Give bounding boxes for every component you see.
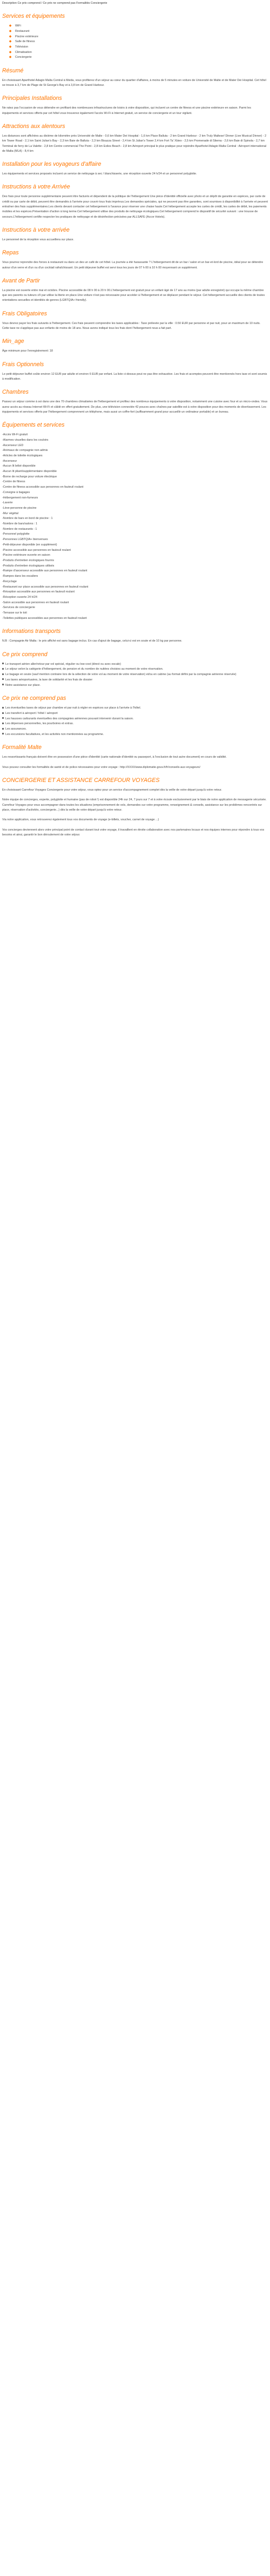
price-excludes-title: Ce prix ne comprend pas <box>2 695 66 702</box>
list-item: -Personnel polyglotte <box>2 532 30 536</box>
list-item: -Terrasse sur le toit <box>2 611 27 615</box>
equipment-title: Équipements et services <box>2 422 65 429</box>
formalities-link-text[interactable]: Vous pouvez consulter les formalités de santé et de police nécessaires pour votre voyage : http://XXXX/www.diplomatie.gouv.fr/fr/conseils-aux-voyageurs/ <box>2 765 200 769</box>
before-leaving-title: Avant de Partir <box>2 277 40 284</box>
resume-title: Résumé <box>2 67 24 74</box>
list-item: -Salon accessible aux personnes en fauteuil roulant <box>2 601 69 604</box>
conciergerie-title: CONCIERGERIE ET ASSISTANCE CARREFOUR VOYAGES <box>2 777 160 784</box>
rooms-text: Passez un séjour comme à soi dans une des 70 chambres climatisées de l'hébergement et profitez des nombreux équipements à votre disposition, notamment une cuisine avec four et un micro-ondes. Vous aurez accès au réseau Internet Wi-Fi et câblé en offert gratuitement. De plus, une télévision connectée 42 pouces avec chaînes par satellite est à votre disposition pour des moments de divertissement. Les équipements et services offerts par l'hébergement comprennent un téléphone, mais aussi un coffre-fort (suffisamment grand pour accueillir un ordinateur portable) et un bureau. <box>2 400 268 414</box>
list-item: -Aucun lit bébé disponible <box>2 464 36 468</box>
before-leaving-text: La piscine est ouverte entre mai et octobre. Piscine accessible de 08 h 00 à 20 h 00.L'hébergement est gratuit pour un enfant âgé de 17 ans au moins (par adulte enregistré) qui occupe la même chambre que ses parents ou tuteurs s'il par utilise la literie en place.Une voiture n'est pas nécessaire pour accéder à l'hébergement et se déplacer pendant le séjour. Cet hébergement accueille des clients de toutes orientations sexuelles et identités de genres (LGBTQIA+ friendly). <box>2 288 265 302</box>
list-item: Notre assistance sur place. <box>2 683 268 689</box>
transport-title: Informations transports <box>2 628 61 635</box>
list-item: -Consigne à bagages <box>2 490 30 494</box>
page <box>0 0 270 838</box>
list-item: -Produits d'entretien écologiques utilisés <box>2 564 55 568</box>
list-item: -Aucun lit pliant/supplémentaire disponible <box>2 470 57 474</box>
list-item: ◆ Salle de fitness <box>9 39 268 45</box>
list-item: -Hébergement non-fumeurs <box>2 496 38 500</box>
arrival-title: Instructions à votre arrivée <box>2 226 70 233</box>
list-item: -Alarmes visuelles dans les couloirs <box>2 438 49 442</box>
price-includes-list <box>2 662 268 689</box>
list-item: Les assurances. <box>2 727 268 732</box>
list-item: -Piscine accessible aux personnes en fauteuil roulant <box>2 548 71 552</box>
list-item: -Restaurant sur place accessible aux personnes en fauteuil roulant <box>2 585 89 589</box>
list-item: ◆ Télévision <box>9 45 268 50</box>
snowflake-icon: ◆ <box>9 50 12 54</box>
list-item: -Articles de toilette écologiques <box>2 454 43 457</box>
installations-title: Principales Installations <box>2 95 62 102</box>
list-item: Les excursions facultatives, et les activités non mentionnées au programme. <box>2 732 268 738</box>
list-item: -Recyclage <box>2 579 17 583</box>
formalities-text: Les ressortissants français doivent être en possession d'une pièce d'identité (carte nationale d'identité ou passeport, à l'exclusion de tout autre document) en cours de validité. <box>2 756 227 759</box>
list-item: -Nombre de bars/salons : 1 <box>2 522 38 526</box>
installations-text: Ne ratez pas l'occasion de vous détendre en profitant des nombreuses infrastructures de loisirs à votre disposition, qui incluent un centre de fitness et une piscine extérieure en saison. Parmi les équipements et services offerts par cet hôtel vous trouverez également l'accès Wi-Fi à Internet gratuit, un service de conciergerie et un tour vigilant. <box>2 106 251 115</box>
price-excludes-list <box>2 706 268 737</box>
list-item: -Rampes dans les escaliers <box>2 575 38 578</box>
list-item: -Lève-personne de piscine <box>2 506 37 510</box>
conciergerie-text-2: Notre équipe de concierges, experte, polyglotte et humaine (pas de robot !) est disponible 24h sur 24, 7 jours sur 7 et à votre écoute exclusivement par le biais de notre application de messagerie sécurisée. Carrefour Voyages pour vous accompagner dans toutes les situations (emprisonnement de vols, demandes sur votre programme, renseignement & conseils, assistance sur les problèmes rencontrés sur place, réservation d'activités, conciergerie...) dès la veille de votre départ jusqu'à votre retour. <box>2 798 267 812</box>
restaurant-icon: ◆ <box>9 29 12 33</box>
business-text: Les équipements et services proposés incluent un service de nettoyage à sec / blanchisserie, une réception ouverte 24 h/24 et un personnel polyglotte. <box>2 172 197 176</box>
concierge-icon: ◆ <box>9 56 12 59</box>
list-item: Le bagage en soute (sauf mention contraire lors de la sélection de votre vol au moment de votre réservation) et/ou en cabine (au format défini par la compagnie aérienne réservée) <box>2 672 268 678</box>
square-bullet-icon <box>2 663 4 664</box>
list-item: ◆ Piscine extérieure <box>9 34 268 39</box>
list-item: -Produits d'entretien écologiques fournis <box>2 559 55 562</box>
mandatory-fees-title: Frais Obligatoires <box>2 310 48 317</box>
square-bullet-icon <box>2 717 4 719</box>
list-item: -Petit-déjeuner disponible (en supplément) <box>2 543 57 547</box>
pool-icon: ◆ <box>9 35 12 38</box>
list-item: -Réception accessible aux personnes en fauteuil roulant <box>2 590 75 594</box>
list-item: -Réception ouverte 24 h/24 <box>2 595 38 599</box>
attractions-text: Les distances sont affichées au dixième de kilomètre près Université de Malte - 0,6 km Mater Dei Hospital - 1,6 km Place Balluta - 2 km Grand Harbour - 2 km Truly Maltese! Dinner (Live Musical Dinner) - 2 km Tower Road - 2,1 km Saint Julian's Bay - 2,3 km Baie de Balluta - 2,3 km Bisazza Street - 2,4 km St Julian's Tower 2,4 km Fort Ta' Xbiex - 2,5 km Promenade di Sliema - 2,6 km Baie di Spinola - 2,7 km Terminal de ferry de La Valette - 2,8 km Centre commercial The Point - 2,8 km Exiles Beach - 2,8 km Aéroport principal le plus pratique pour rejoindre Aparthotel Adagio Malta Central : Aéroport international de Malta (MLA) - 8,4 km <box>2 134 267 153</box>
list-item: -Toilettes publiques accessibles aux personnes en fauteuil roulant <box>2 616 87 620</box>
list-item: Les taxes aéroportuaires, la taxe de solidarité et les frais de dossier <box>2 678 268 683</box>
equipment-list <box>2 433 268 621</box>
list-item: -Nombre de bars en bord de piscine : 1 <box>2 517 53 521</box>
conciergerie-text-4: Vos concierges deviennent alors votre principal point de contact durant tout votre voyage, il travaillent en étroite collaboration avec nos partenaires locaux et nos équipes internes pour répondre à tous vos besoins et ainsi, garantir le bon déroulement de votre séjour. <box>2 828 265 837</box>
fitness-icon: ◆ <box>9 40 12 44</box>
resume-text: En choisissant Aparthotel Adagio Malta Central à Msida, vous profiterez d'un séjour au cœur du quartier d'affaires, à moins de 5 minutes en voiture de Université de Malte et de Mater Dei Hospital. Cet hôtel se trouve à 3,7 km de Plage de St George's Bay et à 3,8 km de Grand Harbour. <box>2 78 266 87</box>
min-age-title: Min_age <box>2 338 24 345</box>
square-bullet-icon <box>2 733 4 734</box>
list-item: -Borne de recharge pour voiture électrique <box>2 475 57 478</box>
square-bullet-icon <box>2 712 4 714</box>
optional-fees-text: Le petit-déjeuner buffet coûte environ 12 EUR par adulte et environ 6 EUR par enfant. La liste ci-dessus peut ne pas être exhaustive. Les frais et acomptes peuvent être mentionnés hors taxe et sont soumis à modification. <box>2 372 267 381</box>
list-item: Les éventuelles taxes de séjour par chambre et par nuit à régler en espèces sur place à l'arrivée à l'hôtel. <box>2 706 268 711</box>
list-item: -Animaux de compagnie non admis <box>2 449 48 453</box>
list-item: -Centre de fitness <box>2 480 25 484</box>
list-item: Les hausses carburants éventuelles des compagnies aériennes pouvant intervenir durant la saison. <box>2 717 268 722</box>
arrival-text: Le personnel de la réception vous accueillera sur place. <box>2 238 75 241</box>
attractions-title: Attractions aux alentours <box>2 123 65 130</box>
list-item: ◆ WiFi <box>9 24 268 29</box>
list-item: -Ascenseur LED <box>2 443 24 447</box>
list-item: Les transfert à aéroport / hôtel / aéroport <box>2 711 268 717</box>
list-item: -Personnes LGBTQIA+ bienvenues <box>2 538 48 542</box>
list-item: -Mur végétal <box>2 511 18 515</box>
square-bullet-icon <box>2 673 4 675</box>
optional-fees-title: Frais Optionnels <box>2 361 44 368</box>
list-item: ◆ Climatisation <box>9 50 268 55</box>
list-item: -Nombre de restaurants : 1 <box>2 527 37 531</box>
formalities-title: Formalité Malte <box>2 744 42 751</box>
square-bullet-icon <box>2 723 4 724</box>
square-bullet-icon <box>2 668 4 670</box>
conciergerie-text-1: En choisissant Carrefour Voyages Conciergerie pour votre séjour, vous optez pour un service d'accompagnement complet dès la veille de votre départ jusqu'à votre retour. <box>2 788 222 792</box>
services-list <box>2 24 268 60</box>
mandatory-fees-text: Vous devrez payer les frais suivants à l'hébergement. Ces frais peuvent comprendre les taxes applicables : Taxe prélevée par la ville : 0.50 EUR par personne et par nuit, pour un maximum de 10 nuits. Cette taxe ne s'applique pas aux enfants de moins de 18 ans. Nous avons indiqué tous les frais dont l'hébergement nous a fait part. <box>2 321 261 331</box>
business-title: Installation pour les voyageurs d'affaire <box>2 161 102 168</box>
page-breadcrumb: Description Ce prix comprend / Ce prix ne comprend pas Formalités Conciergerie <box>2 2 107 5</box>
square-bullet-icon <box>2 678 4 680</box>
list-item: Le transport aérien aller/retour par vol spécial, régulier ou low-cost (direct ou avec escale) <box>2 662 268 667</box>
list-item: ◆ Conciergerie <box>9 55 268 60</box>
list-item: -Rampe d'ascenseur accessible aux personnes en fauteuil roulant <box>2 569 87 573</box>
tv-icon: ◆ <box>9 45 12 49</box>
square-bullet-icon <box>2 684 4 685</box>
price-includes-title: Ce prix comprend <box>2 651 48 658</box>
services-title: Services et équipements <box>2 13 65 19</box>
list-item: -Ascenseur <box>2 459 17 463</box>
conciergerie-text-3: Via notre application, vous retrouverez également tous vos documents de voyage (e-billets, voucher, carnet de voyage ...) <box>2 818 159 822</box>
transport-text: N.B : Compagnie Air Malta : le prix affiché est sans bagage inclus. En cas d'ajout de bagage, celui-ci est en soute et de 10 kg par personne. <box>2 639 183 643</box>
square-bullet-icon <box>2 707 4 709</box>
list-item: -Services de conciergerie <box>2 606 35 610</box>
min-age-text: Âge minimum pour l'enregistrement: 18 <box>2 349 53 353</box>
wifi-icon: ◆ <box>9 24 12 28</box>
list-item: -Piscine extérieure ouverte en saison <box>2 554 50 557</box>
list-item: Le séjour selon la catégorie d'hébergement, de pension et du nombre de nuitées choisies au moment de votre réservation. <box>2 667 268 672</box>
list-item: Les dépenses personnelles, les pourboires et extras. <box>2 721 268 727</box>
list-item: -Accès Wi-Fi gratuit <box>2 433 28 437</box>
arrival-instructions-text: Des frais pour toute personne supplémentaire peuvent être facturés et dépendent de la politique de l'hébergement Une pièce d'identité officielle avec photo et un dépôt de garantie en espèces, par carte de crédit ou par carte de débit, peuvent être demandés à l'arrivée pour couvrir tous frais imprévus.Les demandes spéciales, qui ne peuvent pas être garanties, sont soumises à disponibilité à l'arrivée et peuvent entraîner des frais supplémentaires.Les clients devant contacter cet hébergement à l'avance pour réserver une chaise haute.Cet hébergement accepte les cartes de crédit, les cartes de débit, les paiements mobiles et les espèces.Présentation d'action à long terme.Cet hébergement utilise des produits de nettoyage écologiques.Cet hébergement comprend le dispositif de sécurité suivant : une trousse de secours.L'hébergement certifie respecter les pratiques de nettoyage et de désinfection précisées par ALLSAFE (Accor Hotels). <box>2 195 268 219</box>
list-item: -Centre de fitness accessible aux personnes en fauteuil roulant <box>2 485 84 489</box>
rooms-title: Chambres <box>2 389 29 396</box>
meals-text: Vous pourrez reprendre des forces à restaurant ou dans un des un café de cet hôtel. La journée a été harassante ? L'hébergement dit de un bar / salon et un bar-et-lord de piscine, idéal pour se détendre autour d'un verre et d'un ou d'un cocktail rafraîchissant. Un petit déjeuner buffet est servi tous les jours de 07 h 00 à 10 h 00 moyennant un supplément. <box>2 261 264 269</box>
square-bullet-icon <box>2 728 4 730</box>
list-item: ◆ Restaurant <box>9 29 268 35</box>
list-item: -Laverie <box>2 501 13 505</box>
meals-title: Repas <box>2 249 19 257</box>
arrival-instructions-title: Instructions à votre Arrivée <box>2 184 70 191</box>
